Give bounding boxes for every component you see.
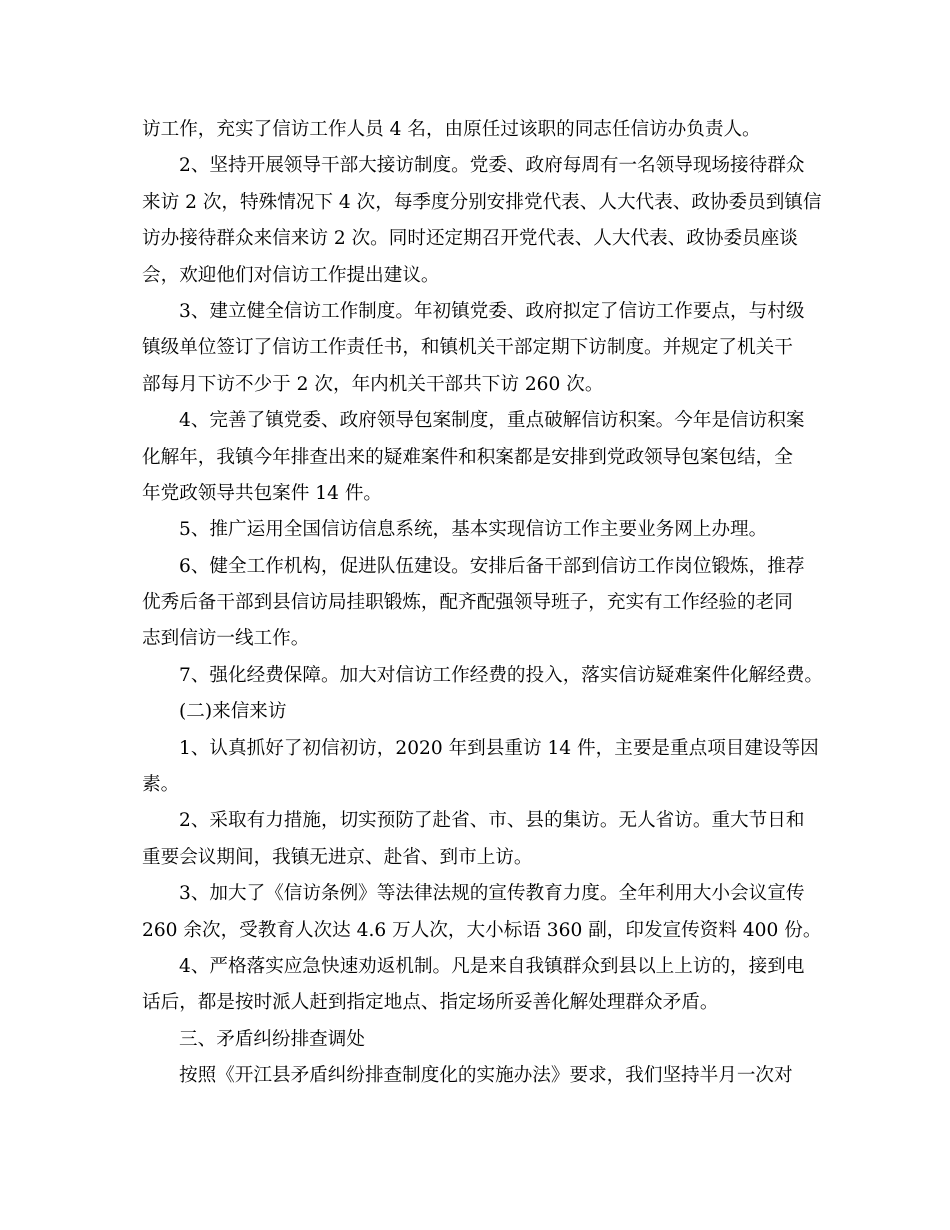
document-body (142, 112, 822, 1095)
text-line: 志到信访一线工作。 (142, 628, 310, 650)
text-line: 7、强化经费保障。加大对信访工作经费的投入，落实信访疑难案件化解经费。 (179, 664, 824, 686)
text-line: 4、完善了镇党委、政府领导包案制度，重点破解信访积案。今年是信访积案 (179, 410, 805, 432)
text-line: 化解年，我镇今年排查出来的疑难案件和积案都是安排到党政领导包案包结，全 (142, 446, 793, 468)
text-line: 2、坚持开展领导干部大接访制度。党委、政府每周有一名领导现场接待群众 (179, 155, 805, 177)
text-line: 6、健全工作机构，促进队伍建设。安排后备干部到信访工作岗位锻炼，推荐 (179, 555, 805, 577)
text-line: 4、严格落实应急快速劝返机制。凡是来自我镇群众到县以上上访的，接到电 (179, 955, 805, 977)
text-line: 来访 2 次，特殊情况下 4 次，每季度分别安排党代表、人大代表、政协委员到镇信 (142, 191, 822, 213)
text-line: 部每月下访不少于 2 次，年内机关干部共下访 260 次。 (142, 373, 604, 395)
text-line: 访工作，充实了信访工作人员 4 名，由原任过该职的同志任信访办负责人。 (142, 119, 761, 140)
text-line: 会，欢迎他们对信访工作提出建议。 (142, 264, 440, 286)
text-line: 三、矛盾纠纷排查调处 (179, 1028, 365, 1050)
text-line: 素。 (142, 774, 180, 796)
text-line: 访办接待群众来信来访 2 次。同时还定期召开党代表、人大代表、政协委员座谈 (142, 228, 798, 250)
text-line: (二)来信来访 (179, 701, 287, 723)
text-line: 优秀后备干部到县信访局挂职锻炼，配齐配强领导班子，充实有工作经验的老同 (142, 592, 793, 614)
text-line: 重要会议期间，我镇无进京、赴省、到市上访。 (142, 846, 533, 868)
text-line: 年党政领导共包案件 14 件。 (142, 482, 383, 504)
text-line: 话后，都是按时派人赶到指定地点、指定场所妥善化解处理群众矛盾。 (142, 992, 719, 1014)
text-line: 1、认真抓好了初信初访，2020 年到县重访 14 件，主要是重点项目建设等因 (179, 737, 819, 759)
text-line: 2、采取有力措施，切实预防了赴省、市、县的集访。无人省访。重大节日和 (179, 810, 805, 832)
text-line: 按照《开江县矛盾纠纷排查制度化的实施办法》要求，我们坚持半月一次对 (179, 1065, 793, 1087)
text-line: 镇级单位签订了信访工作责任书，和镇机关干部定期下访制度。并规定了机关干 (142, 337, 793, 359)
text-line: 3、建立健全信访工作制度。年初镇党委、政府拟定了信访工作要点，与村级 (179, 300, 805, 322)
text-line: 3、加大了《信访条例》等法律法规的宣传教育力度。全年利用大小会议宣传 (179, 883, 805, 905)
text-line: 5、推广运用全国信访信息系统，基本实现信访工作主要业务网上办理。 (179, 519, 768, 541)
text-line: 260 余次，受教育人次达 4.6 万人次，大小标语 360 副，印发宣传资料 400 份。 (142, 919, 822, 941)
